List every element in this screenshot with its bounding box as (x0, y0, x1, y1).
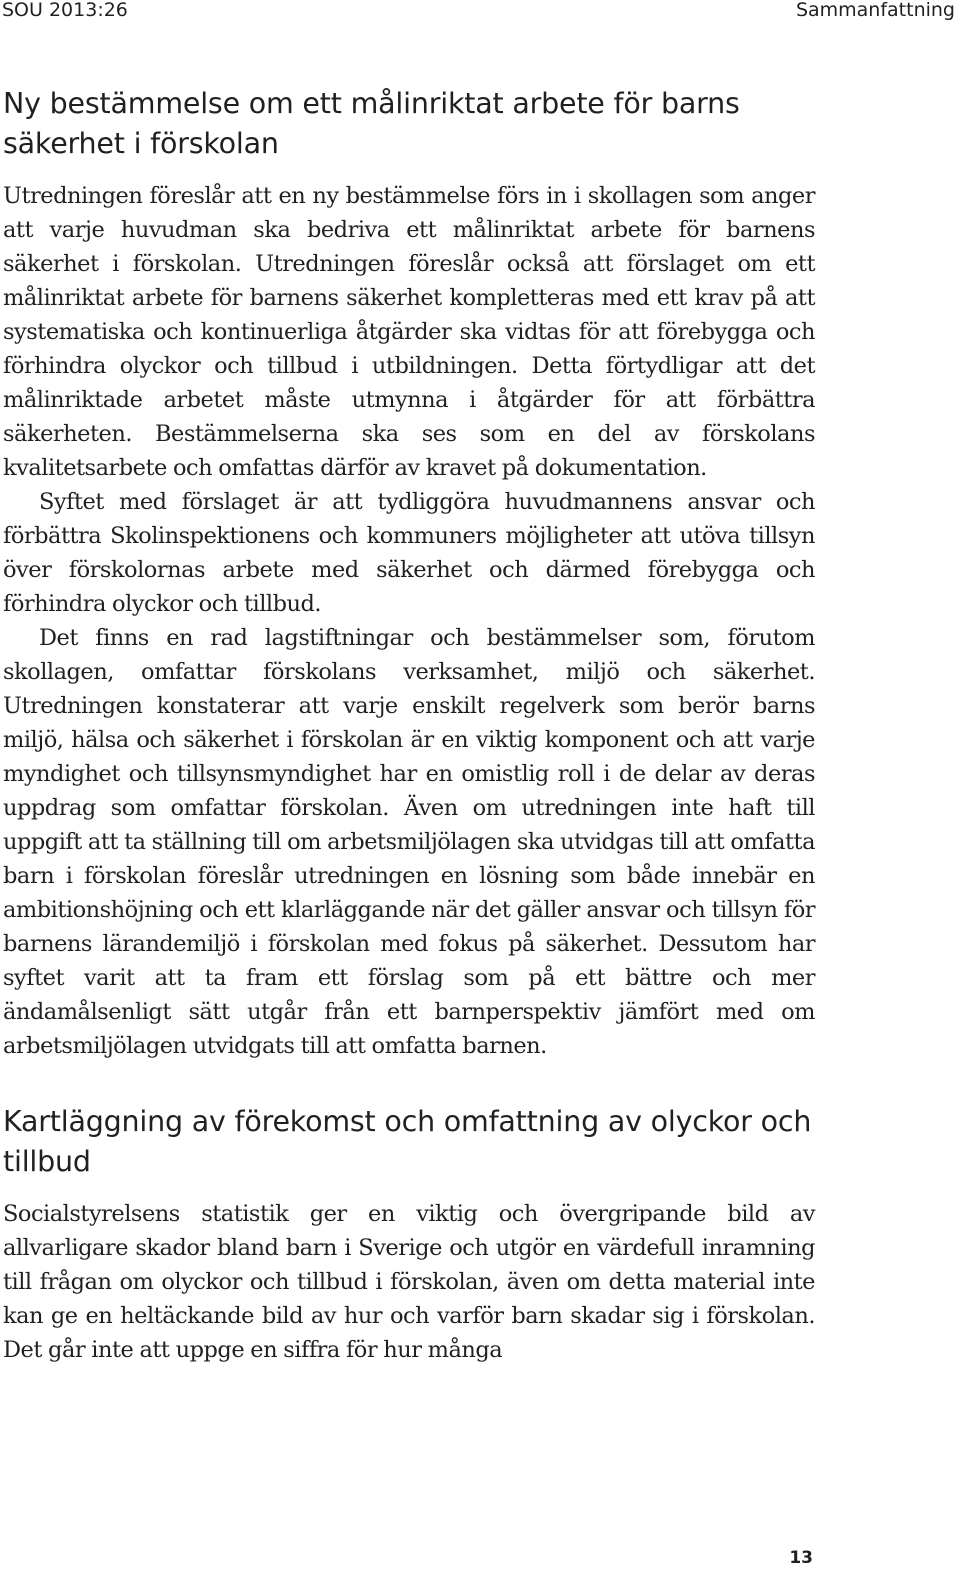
chapter-title: Sammanfattning (795, 0, 955, 21)
section-heading-accident-survey: Kartläggning av förekomst och omfattning av olyckor och tillbud (3, 1105, 812, 1178)
paragraph: Socialstyrelsens statistik ger en viktig och övergripande bild av allvarligare skador bland barn i Sverige och utgör en värdefull inramning till frågan om olyckor och tillbud i förskolan, även om detta material inte kan ge en heltäckande bild av hur och varför barn skadar sig i förskolan. Det går inte att uppge en siffra för hur många (3, 1201, 815, 1363)
running-header (0, 0, 958, 24)
paragraph: Det finns en rad lagstiftningar och bestämmelser som, förutom skollagen, omfattar förskolans verksamhet, miljö och säkerhet. Utredningen konstaterar att varje enskilt regelverk som berör barns miljö, hälsa och säkerhet i förskolan är en viktig komponent och att varje myndighet och tillsynsmyndighet har en omistlig roll i de delar av deras uppdrag som omfattar förskolan. Även om utredningen inte haft till uppgift att ta ställning till om arbetsmiljölagen ska utvidgas till att omfatta barn i förskolan föreslår utredningen en lösning som både innebär en ambitionshöjning och ett klarläggande när det gäller ansvar och tillsyn för barnens lärandemiljö i förskolan med fokus på säkerhet. Dessutom har syftet varit att ta fram ett förslag som på ett bättre och mer ändamålsenligt sätt utgår från ett barnperspektiv jämfört med om arbetsmiljölagen utvidgats till att omfatta barnen. (3, 625, 815, 1059)
report-identifier: SOU 2013:26 (2, 0, 128, 21)
paragraph: Utredningen föreslår att en ny bestämmelse förs in i skollagen som anger att varje huvudman ska bedriva ett målinriktat arbete för barnens säkerhet i förskolan. Utredningen föreslår också att förslaget om ett målinriktat arbete för barnens säkerhet kompletteras med ett krav på att systematiska och kontinuerliga åtgärder ska vidtas för att förebygga och förhindra olyckor och tillbud i utbildningen. Detta förtydligar att det målinriktade arbetet måste utmynna i åtgärder för att förbättra säkerheten. Bestämmelserna ska ses som en del av förskolans kvalitetsarbete och omfattas därför av kravet på dokumentation. (3, 183, 815, 481)
section-heading-safety-provision: Ny bestämmelse om ett målinriktat arbete för barns säkerhet i förskolan (3, 87, 740, 160)
paragraph: Syftet med förslaget är att tydliggöra huvudmannens ansvar och förbättra Skolinspektionens och kommuners möjligheter att utöva tillsyn över förskolornas arbete med säkerhet och därmed förebygga och förhindra olyckor och tillbud. (3, 489, 815, 617)
page-number: 13 (789, 1548, 813, 1568)
page-content (3, 84, 815, 1367)
